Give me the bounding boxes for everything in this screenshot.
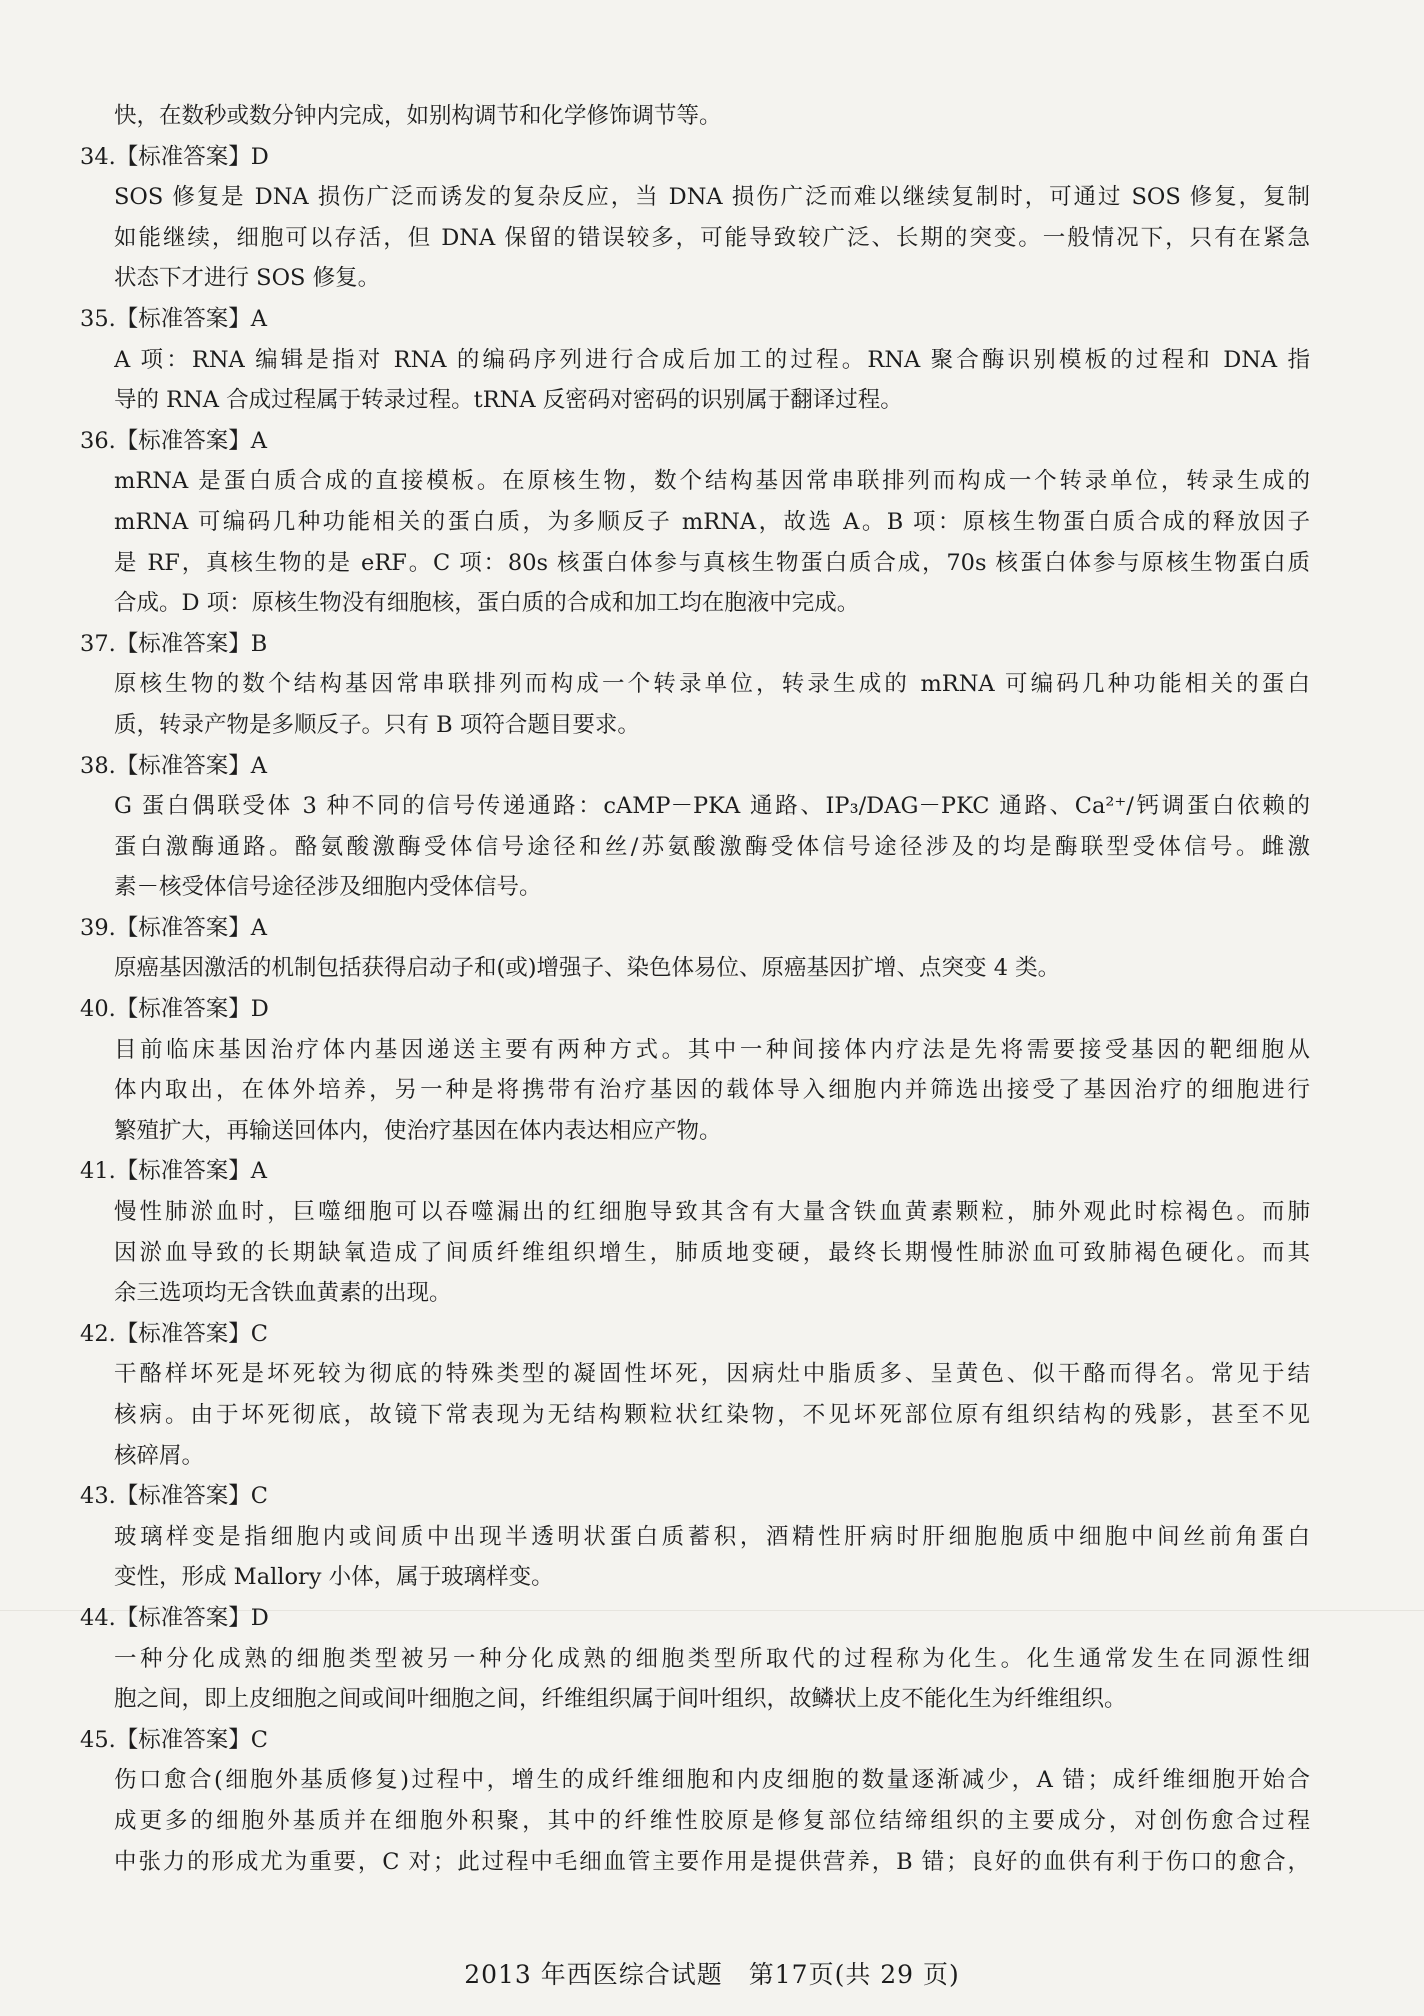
- answer-explanations-page: [80, 96, 1310, 1882]
- standard-answer-heading: 45.【标准答案】C: [80, 1726, 268, 1753]
- explanation-line: 胞之间，即上皮细胞之间或间叶细胞之间，纤维组织属于间叶组织，故鳞状上皮不能化生为纤维组织。: [114, 1686, 1127, 1713]
- explanation-line: 蛋白激酶通路。酪氨酸激酶受体信号途径和丝/苏氨酸激酶受体信号途径涉及的均是酶联型受体信号。雌激: [114, 833, 1310, 860]
- explanation-line: 体内取出，在体外培养，另一种是将携带有治疗基因的载体导入细胞内并筛选出接受了基因治疗的细胞进行: [114, 1077, 1310, 1104]
- explanation-line: A 项：RNA 编辑是指对 RNA 的编码序列进行合成后加工的过程。RNA 聚合酶识别模板的过程和 DNA 指: [114, 346, 1310, 373]
- standard-answer-heading: 44.【标准答案】D: [80, 1604, 269, 1631]
- standard-answer-heading: 40.【标准答案】D: [80, 996, 269, 1023]
- explanation-line: 目前临床基因治疗体内基因递送主要有两种方式。其中一种间接体内疗法是先将需要接受基因的靶细胞从: [114, 1036, 1310, 1063]
- explanation-line: 核碎屑。: [114, 1442, 205, 1469]
- page-footer: 2013 年西医综合试题 第17页(共 29 页): [464, 1960, 960, 1989]
- explanation-line: 伤口愈合(细胞外基质修复)过程中，增生的成纤维细胞和内皮细胞的数量逐渐减少，A 错；成纤维细胞开始合: [114, 1767, 1310, 1794]
- explanation-line: 导的 RNA 合成过程属于转录过程。tRNA 反密码对密码的识别属于翻译过程。: [114, 387, 903, 414]
- explanation-line: 余三选项均无含铁血黄素的出现。: [114, 1280, 452, 1307]
- explanation-line: 状态下才进行 SOS 修复。: [114, 265, 381, 292]
- explanation-line: 繁殖扩大，再输送回体内，使治疗基因在体内表达相应产物。: [114, 1117, 722, 1144]
- explanation-line: 如能继续，细胞可以存活，但 DNA 保留的错误较多，可能导致较广泛、长期的突变。一般情况下，只有在紧急: [114, 224, 1310, 251]
- explanation-line: mRNA 可编码几种功能相关的蛋白质，为多顺反子 mRNA，故选 A。B 项：原核生物蛋白质合成的释放因子: [114, 508, 1310, 535]
- standard-answer-heading: 37.【标准答案】B: [80, 630, 268, 657]
- explanation-line: 原核生物的数个结构基因常串联排列而构成一个转录单位，转录生成的 mRNA 可编码几种功能相关的蛋白: [114, 671, 1310, 698]
- explanation-line: G 蛋白偶联受体 3 种不同的信号传递通路：cAMP－PKA 通路、IP₃/DAG－PKC 通路、Ca²⁺/钙调蛋白依赖的: [114, 793, 1310, 820]
- standard-answer-heading: 35.【标准答案】A: [80, 305, 268, 332]
- standard-answer-heading: 41.【标准答案】A: [80, 1158, 268, 1185]
- explanation-line: 质，转录产物是多顺反子。只有 B 项符合题目要求。: [114, 711, 640, 738]
- standard-answer-heading: 34.【标准答案】D: [80, 143, 269, 170]
- standard-answer-heading: 36.【标准答案】A: [80, 427, 268, 454]
- standard-answer-heading: 43.【标准答案】C: [80, 1483, 268, 1510]
- standard-answer-heading: 39.【标准答案】A: [80, 914, 268, 941]
- explanation-line: SOS 修复是 DNA 损伤广泛而诱发的复杂反应，当 DNA 损伤广泛而难以继续复制时，可通过 SOS 修复，复制: [114, 184, 1310, 211]
- explanation-line: 慢性肺淤血时，巨噬细胞可以吞噬漏出的红细胞导致其含有大量含铁血黄素颗粒，肺外观此时棕褐色。而肺: [114, 1199, 1310, 1226]
- explanation-line: 合成。D 项：原核生物没有细胞核，蛋白质的合成和加工均在胞液中完成。: [114, 590, 860, 617]
- explanation-line: 变性，形成 Mallory 小体，属于玻璃样变。: [114, 1564, 554, 1591]
- explanation-line: 快，在数秒或数分钟内完成，如别构调节和化学修饰调节等。: [114, 103, 722, 129]
- standard-answer-heading: 38.【标准答案】A: [80, 752, 268, 779]
- explanation-line: 一种分化成熟的细胞类型被另一种分化成熟的细胞类型所取代的过程称为化生。化生通常发生在同源性细: [114, 1645, 1310, 1672]
- explanation-line: 干酪样坏死是坏死较为彻底的特殊类型的凝固性坏死，因病灶中脂质多、呈黄色、似干酪而得名。常见于结: [114, 1361, 1310, 1388]
- explanation-line: 成更多的细胞外基质并在细胞外积聚，其中的纤维性胶原是修复部位结缔组织的主要成分，对创伤愈合过程: [114, 1807, 1310, 1834]
- explanation-line: 核病。由于坏死彻底，故镜下常表现为无结构颗粒状红染物，不见坏死部位原有组织结构的残影，甚至不见: [114, 1402, 1310, 1428]
- explanation-line: mRNA 是蛋白质合成的直接模板。在原核生物，数个结构基因常串联排列而构成一个转录单位，转录生成的: [114, 468, 1310, 495]
- standard-answer-heading: 42.【标准答案】C: [80, 1320, 268, 1347]
- explanation-line: 素－核受体信号途径涉及细胞内受体信号。: [114, 874, 542, 901]
- explanation-line: 因淤血导致的长期缺氧造成了间质纤维组织增生，肺质地变硬，最终长期慢性肺淤血可致肺褐色硬化。而其: [114, 1239, 1310, 1266]
- explanation-line: 是 RF，真核生物的是 eRF。C 项：80s 核蛋白体参与真核生物蛋白质合成，70s 核蛋白体参与原核生物蛋白质: [114, 549, 1310, 576]
- explanation-line: 原癌基因激活的机制包括获得启动子和(或)增强子、染色体易位、原癌基因扩增、点突变 4 类。: [114, 955, 1061, 982]
- explanation-line: 中张力的形成尤为重要，C 对；此过程中毛细血管主要作用是提供营养，B 错；良好的血供有利于伤口的愈合，: [114, 1848, 1310, 1875]
- explanation-line: 玻璃样变是指细胞内或间质中出现半透明状蛋白质蓄积，酒精性肝病时肝细胞胞质中细胞中间丝前角蛋白: [114, 1523, 1310, 1550]
